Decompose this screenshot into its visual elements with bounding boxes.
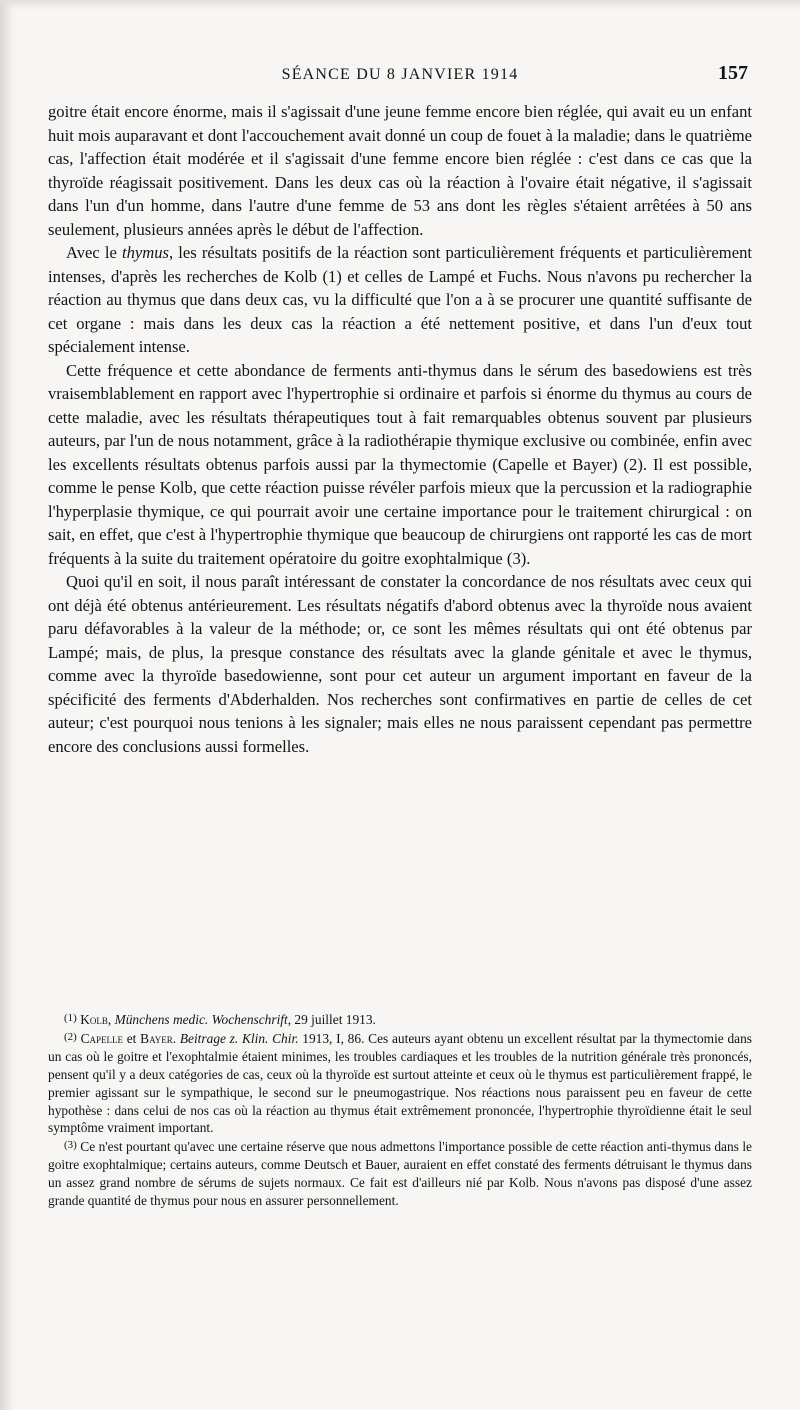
paragraph-2-italic: thymus <box>122 243 170 262</box>
footnote-3-mark: (3) <box>64 1139 77 1152</box>
footnote-1-author: Kolb <box>80 1012 108 1027</box>
running-title: SÉANCE DU 8 JANVIER 1914 <box>281 66 519 83</box>
paragraph-1: goitre était encore énorme, mais il s'agissait d'une jeune femme encore bien réglée, qui avait eu un enfant huit mois auparavant et dont l'accouchement avait donné un coup de fouet à la maladie; dans le quatrième cas, l'affection était modérée et il s'agissait d'une femme encore bien réglée : c'est dans ce cas que la thyroïde réagissait positivement. Dans les deux cas où la réaction à l'ovaire était négative, il s'agissait dans l'un d'un homme, dans l'autre d'une femme de 53 ans dont les règles s'étaient arrêtées à 50 ans seulement, plusieurs années après le début de l'affection. <box>48 102 752 239</box>
scan-shadow-left <box>0 0 14 1410</box>
footnote-1-mark: (1) <box>64 1012 77 1024</box>
paragraph-2-rest: , les résultats positifs de la réaction sont particulièrement fréquents et particulièrement intenses, d'après les recherches de Kolb (1) et celles de Lampé et Fuchs. Nous n'avons pu rechercher la réaction au thymus que dans deux cas, vu la difficulté que l'on a à se procurer une quantité suffisante de cet organe : mais dans les deux cas la réaction a été nettement positive, et dans l'un d'eux tout spécialement intense. <box>48 243 752 356</box>
footnote-3-text: Ce n'est pourtant qu'avec une certaine réserve que nous admettons l'importance possible de cette réaction anti-thymus dans le goitre exophtalmique; certains auteurs, comme Deutsch et Bauer, auraient en effet constaté des ferments détruisant le thymus dans un assez grand nombre de sérums de sujets normaux. Ce fait est d'ailleurs nié par Kolb. Nous n'avons pas disposé d'une assez grande quantité de thymus pour nous en assurer personnellement. <box>48 1139 752 1209</box>
paragraph-3: Cette fréquence et cette abondance de ferments anti-thymus dans le sérum des basedowiens est très vraisemblablement en rapport avec l'hypertrophie si ordinaire et parfois si énorme du thymus au cours de cette maladie, avec les résultats thérapeutiques tout à fait remarquables obtenus souvent par plusieurs auteurs, par l'un de nous notamment, grâce à la radiothérapie thymique exclusive ou combinée, enfin avec les excellents résultats obtenus parfois aussi par la thymectomie (Capelle et Bayer) (2). Il est possible, comme le pense Kolb, que cette réaction puisse révéler parfois mieux que la percussion et la radiographie l'hyperplasie thymique, ce qui pourrait avoir une certaine importance pour le traitement chirurgical : on sait, en effet, que c'est à l'hypertrophie thymique que beaucoup de chirurgiens ont rapporté les cas de mort fréquents à la suite du traitement opératoire du goitre exophtalmique (3). <box>48 360 752 568</box>
footnote-3 <box>48 1137 752 1210</box>
scan-shadow-top <box>0 0 800 10</box>
footnote-2-mid: et <box>123 1030 141 1046</box>
footnote-1-sep: , <box>107 1012 115 1027</box>
footnote-2-author: Capelle <box>80 1030 123 1046</box>
footnote-2-rest: 1913, I, 86. Ces auteurs ayant obtenu un excellent résultat par la thymectomie dans un cas où le goitre et l'exophtalmie étaient minimes, les troubles cardiaques et les troubles de la nutrition générale très prononcés, pensent qu'il y a deux catégories de cas, ceux où la thyroïde est surtout atteinte et ceux où le thymus est particulièrement frappé, le premier agissant sur le sympathique, le second sur le pneumogastrique. Nos réactions nous paraissent peu en faveur de cette hypothèse : dans celui de nos cas où la réaction au thymus était extrêmement prononcée, l'hypertrophie thyroïdienne était le seul symptôme vraiment important. <box>48 1030 753 1136</box>
footnotes <box>48 1010 752 1210</box>
footnote-2-author2: Bayer <box>140 1030 173 1046</box>
footnote-2 <box>48 1029 752 1137</box>
paragraph-2-lead: Avec le <box>66 243 122 262</box>
footnote-1-rest: , 29 juillet 1913. <box>287 1012 376 1027</box>
paragraph-2 <box>48 241 752 359</box>
footnote-2-mark: (2) <box>64 1030 77 1043</box>
footnote-2-source: Beitrage z. Klin. Chir. <box>179 1030 299 1046</box>
footnote-2-sep: . <box>172 1030 180 1046</box>
running-header <box>48 60 752 90</box>
paragraph-4: Quoi qu'il en soit, il nous paraît intéressant de constater la concordance de nos résultats avec ceux qui ont déjà été obtenus antérieurement. Les résultats négatifs d'abord obtenus avec la thyroïde nous avaient paru défavorables à la valeur de la méthode; or, ce sont les mêmes résultats qui ont été obtenus par Lampé; mais, de plus, la presque constance des résultats avec la glande génitale et avec le thymus, comme avec la thyroïde basedowienne, sont pour cet auteur un argument important en faveur de la spécificité des ferments d'Abderhalden. Nos recherches sont confirmatives en partie de celles de cet auteur; c'est pourquoi nous tenions à les signaler; mais elles ne nous paraissent cependant pas permettre encore des conclusions aussi formelles. <box>48 572 752 756</box>
footnote-1 <box>48 1010 752 1029</box>
footnote-1-source: Münchens medic. Wochenschrift <box>114 1012 288 1027</box>
body-text <box>48 100 752 758</box>
page-number: 157 <box>718 62 748 84</box>
